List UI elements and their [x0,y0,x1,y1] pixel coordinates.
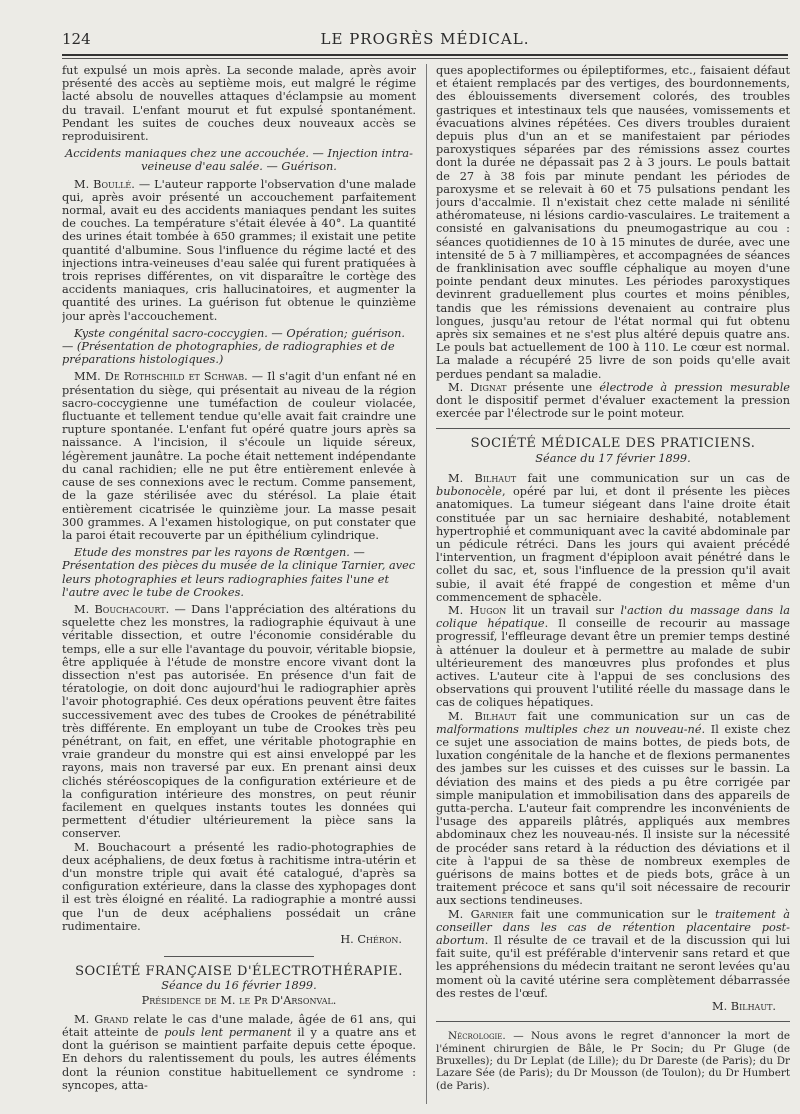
paragraph [436,604,790,710]
society-title: SOCIÉTÉ FRANÇAISE D'ÉLECTROTHÉRAPIE. [75,964,403,980]
author-name: MM. De Rothschild et Schwab. [74,370,248,384]
paragraph-text: — Nous avons le regret d'annoncer la mort de l'éminent chirurgien de Bâle, le Pr Socin; du Pr Gluge (de Bruxelles); du Dr Leplat (de Lille); du Dr Dareste (de Paris); du Dr Lazare Sée (de Paris); du Dr Mousson (de Toulon); du Dr Humbert (de Paris). [436,1030,790,1092]
paragraph-text: relate le cas d'une malade, âgée de 61 ans, qui était atteinte de [62,1012,416,1040]
header-rule-thin [62,58,788,59]
author-name: M. Bouchacourt. [74,602,170,616]
paragraph-text: présente une [506,380,600,394]
emphasis: électrode à pression mesurable [599,380,790,394]
header-rule [62,54,788,56]
paragraph-text: , opéré par lui, et dont il présente les pièces anatomiques. La tumeur siégeant dans l'aine droite était constituée par un sac herniaire deshabité, notablement hypertrophié et communiquant avec la cavité abdominale par un pédicule rétréci. Dans les jours qui avaient précédé l'intervention, un fragment d'épiploon avait pénétré dans le collet du sac, et, sous l'influence de la pression qu'il avait subie, il avait été frappé de congestion et même d'un commencement de sphacèle. [436,485,790,604]
paragraph: M. Bouchacourt a présenté les radio-photographies de deux acéphaliens, de deux fœtus à rachitisme intra-utérin et d'un monstre triple qui avait été catalogué, d'après sa configuration extérieure, dans la classe des xyphopages dont il est très éloigné en réalité. La radiographie a montré aussi que l'un de deux acéphaliens possédait un crâne rudimentaire. [62,840,416,933]
author-name: M. Grand [74,1012,129,1026]
paragraph-text: lit un travail sur [506,603,621,617]
paragraph-text: il y a quatre ans et dont la guérison se maintient parfaite depuis cette époque. En dehors du ralentissement du pouls, les autres éléments dont la réunion constitue habituellement ce syndrome : syncopes, atta- [62,1026,416,1092]
section-heading: Etude des monstres par les rayons de Rœntgen. — Présentation des pièces du musée de la clinique Tarnier, avec leurs photographies et leurs radiographies faites l'une et l'autre avec le tube de Crookes. [62,546,416,599]
paragraph: fut expulsé un mois après. La seconde malade, après avoir présenté des accès au septième mois, eut malgré le régime lacté absolu de nouvelles attaques d'éclampsie au moment du travail. L'enfant mourut et fut expulsé spontanément. Pendant les suites de couches deux nouveaux accès se reproduisirent. [62,64,416,144]
paragraph-text: . Il conseille de recourir au massage progressif, l'effleurage devant être un premier temps destiné à atténuer la douleur et à permettre au malade de subir ultérieurement des manœuvres plus profondes et plus actives. L'auteur cite à l'appui de ses conclusions des observations qui prouvent l'utilité réelle du massage dans le cas de coliques hépatiques. [436,617,790,710]
section-divider [436,1021,790,1022]
paragraph [436,472,790,604]
paragraph-text: — Il s'agit d'un enfant né en présentation du siège, qui présentait au niveau de la région sacro-coccygienne une tuméfaction de couleur violacée, fluctuante et tellement tendue qu'elle avait fait craindre une rupture spontanée. L'enfant fut opéré quatre jours après sa naissance. A l'incision, il s'écoule un liquide séreux, légèrement jaunâtre. La poche était nettement indépendante du canal rachidien; elle ne put être entièrement enlevée à cause de ses connexions avec le rectum. Comme pansement, de la gaze stérilisée avec du stérésol. La plaie était entièrement cicatrisée le quinzième jour. La masse pesait 300 grammes. A l'examen histologique, on put constater que la paroi était recouverte par un épithélium cylindrique. [62,370,416,542]
paragraph-text: — Dans l'appréciation des altérations du squelette chez les monstres, la radiographie équivaut à une véritable dissection, et outre l'économie considérable du temps, elle a sur elle l'avantage du pouvoir, véritable biopsie, être appliquée à l'étude de monstre encore vivant dont la dissection n'est pas autorisée. En présence d'un fait de tératologie, on doit donc aujourd'hui le radiographier après l'avoir photographié. Ces deux opérations peuvent être faites successivement avec des tubes de Crookes de pénétrabilité très différente. En employant un tube de Crookes très peu pénétrant, on fait, en effet, une véritable photographie en vraie grandeur du monstre qui est ainsi enveloppé par les rayons, mais non traversé par eux. En prenant ainsi deux clichés stéréoscopiques de la configuration extérieure et de la configuration intérieure des monstres, on peut réunir facilement en quelques instants toutes les données qui permettent d'étudier ultérieurement la pièce sans la conserver. [62,602,416,841]
paragraph [62,370,416,542]
session-date: Séance du 16 février 1899. [161,979,317,993]
section-divider [164,956,314,957]
paragraph-text: . Il existe chez ce sujet une association de mains bottes, de pieds bots, de luxation congénitale de la hanche et de flexions permanentes des jambes sur les cuisses et des cuisses sur le bassin. La déviation des mains et des pieds a pu être corrigée par simple manipulation et immobilisation dans des appareils de gutta-percha. L'auteur fait comprendre les inconvénients de l'usage des appareils plâtrés, appliqués aux membres abdominaux chez les nouveau-nés. Il insiste sur la nécessité de procéder sans retard à la réduction des déviations et il cite à l'appui de sa thèse de nombreux exemples de guérisons de mains bottes et de pieds bots, grâce à un traitement précoce et sans qu'il soit nécessaire de recourir aux sections tendineuses. [436,722,790,908]
paragraph [436,710,790,908]
society-title: SOCIÉTÉ MÉDICALE DES PRATICIENS. [470,436,756,452]
author-name: M. Bilhaut [448,471,517,485]
paragraph [62,178,416,323]
page-number: 124 [62,30,91,48]
signature: H. Chéron. [340,933,402,946]
paragraph-text: — L'auteur rapporte l'observation d'une malade qui, après avoir présenté un accouchement parfaitement normal, avait eu des accidents maniaques pendant les suites de couches. La température s'était élevée à 40°. La quantité des urines était tombée à 650 grammes; il existait une petite quantité d'albumine. Sous l'influence du régime lacté et des injections intra-veineuses d'eau salée qui furent pratiquées à trois reprises différentes, on vit disparaître le cortège des accidents maniaques, cris hallucinatoires, et augmenter la quantité des urines. La guérison fut obtenue le quinzième jour après l'accouchement. [62,177,416,323]
author-name: M. Hugon [448,603,507,617]
emphasis: traitement à conseiller dans les cas de rétention placentaire post-abortum [436,907,790,947]
author-name: M. Bilhaut [448,709,517,723]
necrology-note [436,1030,790,1092]
session-date: Séance du 17 février 1899. [535,451,691,465]
section-divider [436,428,790,429]
emphasis: pouls lent permanent [164,1026,292,1040]
paragraph-text: fait une communication sur un cas de [516,471,790,485]
paragraph-text: fait une communication sur un cas de [516,709,790,723]
paragraph [62,1013,416,1092]
page-header [62,30,788,52]
journal-title: LE PROGRÈS MÉDICAL. [320,30,530,48]
emphasis: l'action du massage dans la colique hépatique [436,603,790,631]
paragraph-text: . Il résulte de ce travail et de la discussion qui lui fait suite, qu'il est préférable d'intervenir sans retard et que les appréhensions du médecin traitant ne seront levées qu'au moment où la cavité utérine sera complètement débarrassée des restes de l'œuf. [436,934,790,1000]
paragraph [436,381,790,421]
left-column [62,64,416,1109]
paragraph [436,908,790,1000]
column-divider [426,64,427,1104]
section-heading: Accidents maniaques chez une accouchée. — Injection intra-veineuse d'eau salée. — Guérison. [65,147,413,174]
author-name: M. Dignat [448,380,507,394]
paragraph-text: dont le dispositif permet d'évaluer exactement la pression exercée par l'électrode sur le point moteur. [436,394,790,421]
signature: M. Bilhaut. [712,1000,776,1014]
paragraph: ques apoplectiformes ou épileptiformes, etc., faisaient défaut et étaient remplacés par des vertiges, des bourdonnements, des éblouissements diversement colorés, des troubles gastriques et intestinaux tels que nausées, vomissements et évacuations alvines répétées. Ces divers troubles duraient depuis plus d'un an et se manifestaient par périodes paroxystiques séparées par des rémissions assez courtes dont la durée ne dépassait pas 2 à 3 jours. Le pouls battait de 27 à 38 fois par minute pendant les périodes de paroxysme et se relevait à 60 et 75 pulsations pendant les jours d'accalmie. Il n'existait chez cette malade ni sénilité athéromateuse, ni lésions cardio-vasculaires. Le traitement a consisté en galvanisations du pneumogastrique au cou : séances quotidiennes de 10 à 15 minutes de durée, avec une intensité de 5 à 7 milliampères, et accompagnées de séances de franklinisation avec souffle céphalique au moyen d'une pointe pendant deux minutes. Les périodes paroxystiques devinrent graduellement plus courtes et moins pénibles, tandis que les rémissions devenaient au contraire plus longues, jusqu'au retour de l'état normal qui fut obtenu après six semaines et ne s'est plus altéré depuis quatre ans. Le pouls bat actuellement de 100 à 110. Le cœur est normal. La malade a récupéré 25 livre de son poids qu'elle avait perdues pendant sa maladie. [436,64,790,381]
paragraph [62,603,416,841]
author-name: M. Garnier [448,907,514,921]
author-name: M. Boullé. [74,177,135,191]
emphasis: malformations multiples chez un nouveau-né [436,722,702,736]
section-heading: Kyste congénital sacro-coccygien. — Opération; guérison. — (Présentation de photographies, de radiographies et de préparations histologiques.) [62,326,405,367]
presidence-line: Présidence de M. le Pr D'Arsonval. [141,993,337,1007]
right-column [436,64,790,1109]
necrology-label: Nécrologie. [448,1030,506,1043]
paragraph-text: fait une communication sur le [513,907,716,921]
emphasis: bubonocèle [436,485,502,499]
